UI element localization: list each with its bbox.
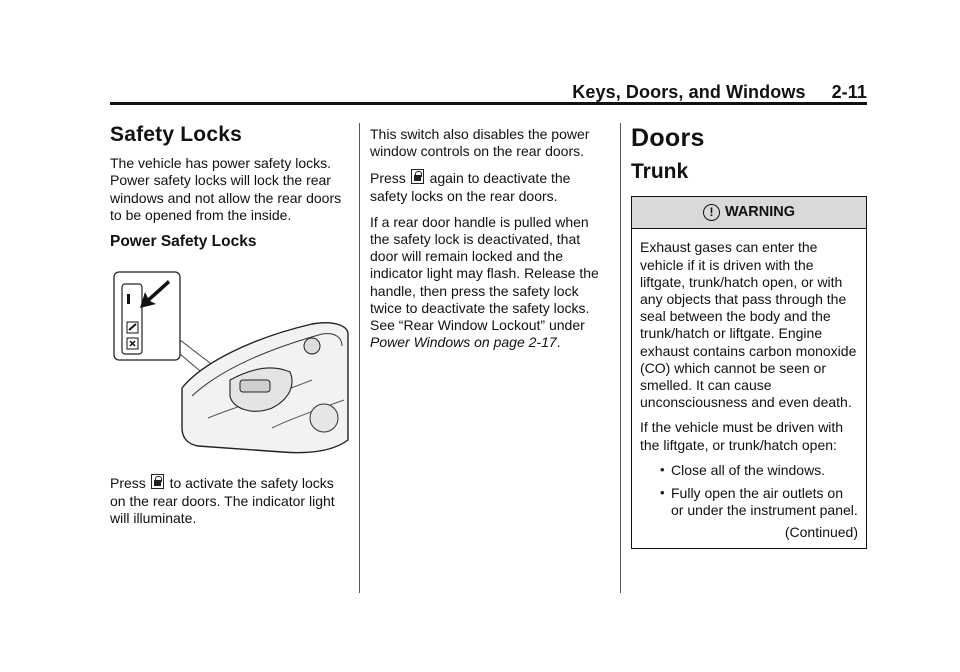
section-title: Keys, Doors, and Windows bbox=[572, 82, 806, 102]
door-handle-text: If a rear door handle is pulled when the safety lock is deactivated, that door will remain locked and the indicator light may flash. Release the handle, then press the safety lock twice to deactivate the safety locks. See “Rear Window Lockout” under bbox=[370, 213, 599, 334]
list-item: • Close all of the windows. bbox=[661, 462, 858, 479]
warning-box bbox=[631, 196, 867, 548]
warning-body bbox=[632, 229, 866, 547]
safety-locks-intro: The vehicle has power safety locks. Power safety locks will lock the rear windows and not allow the rear doors to be opened from the inside. bbox=[110, 155, 342, 223]
warning-header bbox=[632, 197, 866, 229]
column-1 bbox=[110, 123, 350, 536]
door-handle-paragraph bbox=[370, 214, 610, 352]
column-3 bbox=[631, 126, 867, 549]
power-windows-link[interactable]: Power Windows on page 2-17 bbox=[370, 334, 557, 351]
warning-exhaust-text: Exhaust gases can enter the vehicle if it is driven with the liftgate, trunk/hatch open, or with any objects that pass through the seal between the body and the trunk/hatch or liftgate. Engine exhaust contains carbon monoxide (CO) which cannot be seen or smelled. It can cause unconsciousness and even death. bbox=[640, 239, 857, 411]
safety-lock-icon bbox=[151, 474, 164, 489]
switch-disables-text: This switch also disables the power window controls on the rear doors. bbox=[370, 126, 590, 160]
list-item: • Fully open the air outlets on or under the instrument panel. bbox=[661, 485, 858, 519]
heading-doors: Doors bbox=[631, 124, 705, 152]
power-safety-locks-text bbox=[110, 474, 350, 527]
warning-bullet-list bbox=[661, 462, 858, 520]
page-number: 2-11 bbox=[831, 82, 867, 102]
warning-label: WARNING bbox=[724, 204, 796, 221]
heading-trunk: Trunk bbox=[631, 160, 689, 184]
press-label: Press bbox=[110, 475, 146, 492]
column-divider bbox=[359, 123, 360, 593]
press-activate-text: to activate the safety locks on the rear doors. The indicator light will illuminate. bbox=[110, 475, 335, 526]
press-deactivate-text: again to deactivate the safety locks on the rear doors. bbox=[370, 170, 571, 204]
press-label: Press bbox=[370, 170, 406, 187]
column-divider bbox=[620, 123, 621, 593]
alert-icon: ! bbox=[703, 204, 720, 221]
running-header bbox=[110, 82, 867, 103]
continued-label: (Continued) bbox=[784, 524, 858, 541]
warning-driven-open-text: If the vehicle must be driven with the liftgate, or trunk/hatch open: bbox=[640, 419, 844, 453]
heading-power-safety-locks: Power Safety Locks bbox=[110, 233, 257, 251]
paragraph-period: . bbox=[556, 334, 561, 351]
header-rule bbox=[110, 102, 867, 105]
door-switch-illustration bbox=[112, 268, 350, 456]
heading-safety-locks: Safety Locks bbox=[110, 123, 242, 146]
press-deactivate-paragraph bbox=[370, 169, 610, 204]
safety-lock-icon bbox=[411, 169, 424, 184]
column-2 bbox=[370, 126, 610, 360]
